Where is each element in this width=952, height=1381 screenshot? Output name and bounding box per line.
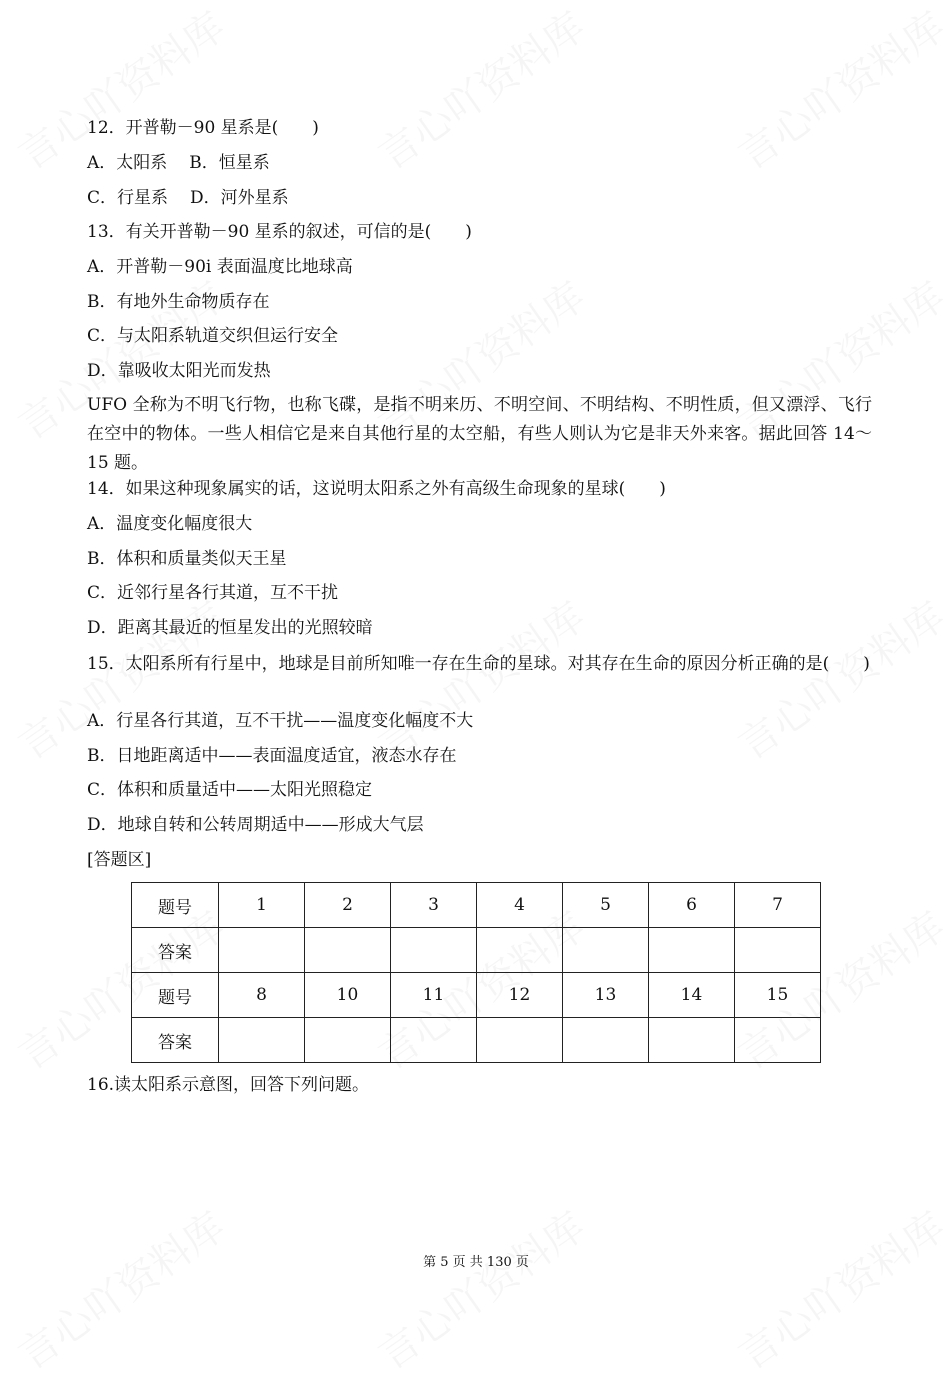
option-c: C．体积和质量适中——太阳光照稳定 — [87, 780, 373, 800]
question-number-cell: 12 — [477, 973, 563, 1018]
answer-cell[interactable] — [477, 928, 563, 973]
question-13-stem: 13．有关开普勒－90 星系的叙述，可信的是( ) — [87, 222, 472, 242]
answer-cell[interactable] — [305, 928, 391, 973]
question-12-stem: 12．开普勒－90 星系是( ) — [87, 118, 319, 138]
question-number-cell: 15 — [735, 973, 821, 1018]
answer-table-row — [132, 973, 821, 1018]
option-b: B．日地距离适中——表面温度适宜，液态水存在 — [87, 746, 457, 766]
question-number-cell: 7 — [735, 883, 821, 928]
option-d: D．河外星系 — [190, 188, 289, 208]
option-c: C．行星系 — [87, 188, 169, 208]
answer-cell[interactable] — [563, 1018, 649, 1063]
answer-cell[interactable] — [305, 1018, 391, 1063]
question-number-cell: 13 — [563, 973, 649, 1018]
question-14-stem: 14．如果这种现象属实的话，这说明太阳系之外有高级生命现象的星球( ) — [87, 479, 666, 499]
row-header-cell: 答案 — [132, 1018, 219, 1063]
watermark-text — [725, 0, 952, 181]
question-number-cell: 4 — [477, 883, 563, 928]
option-a: A．温度变化幅度很大 — [87, 514, 253, 534]
question-number-cell: 11 — [391, 973, 477, 1018]
option-b: B．体积和质量类似天王星 — [87, 549, 287, 569]
option-c: C．与太阳系轨道交织但运行安全 — [87, 326, 339, 346]
answer-cell[interactable] — [477, 1018, 563, 1063]
option-d: D．靠吸收太阳光而发热 — [87, 361, 271, 381]
option-b: B．有地外生命物质存在 — [87, 292, 270, 312]
option-a: A．开普勒－90i 表面温度比地球高 — [87, 257, 353, 277]
answer-cell[interactable] — [219, 1018, 305, 1063]
question-number-cell: 2 — [305, 883, 391, 928]
question-number-cell: 14 — [649, 973, 735, 1018]
watermark-text — [725, 1196, 952, 1380]
answer-cell[interactable] — [563, 928, 649, 973]
watermark-text — [365, 1196, 594, 1380]
option-d: D．地球自转和公转周期适中——形成大气层 — [87, 815, 424, 835]
question-number-cell: 5 — [563, 883, 649, 928]
question-number-cell: 3 — [391, 883, 477, 928]
answer-table-row — [132, 883, 821, 928]
question-number-cell: 8 — [219, 973, 305, 1018]
page-footer: 第 5 页 共 130 页 — [423, 1255, 529, 1270]
question-number-cell: 6 — [649, 883, 735, 928]
answer-table-row — [132, 1018, 821, 1063]
answer-cell[interactable] — [649, 1018, 735, 1063]
question-number-cell: 1 — [219, 883, 305, 928]
option-b: B．恒星系 — [189, 153, 270, 173]
watermark-text — [5, 1196, 234, 1380]
option-d: D．距离其最近的恒星发出的光照较暗 — [87, 618, 373, 638]
answer-table-row — [132, 928, 821, 973]
answer-cell[interactable] — [649, 928, 735, 973]
question-number-cell: 10 — [305, 973, 391, 1018]
row-header-cell: 答案 — [132, 928, 219, 973]
watermark-text — [365, 0, 594, 181]
row-header-cell: 题号 — [132, 883, 219, 928]
answer-area-label: [答题区] — [87, 850, 152, 870]
ufo-passage: UFO 全称为不明飞行物，也称飞碟，是指不明来历、不明空间、不明结构、不明性质，但又漂浮、飞行在空中的物体。一些人相信它是来自其他行星的太空船，有些人则认为它是非天外来客。据此回答 14～15 题。 — [87, 395, 872, 473]
answer-cell[interactable] — [391, 928, 477, 973]
answer-cell[interactable] — [219, 928, 305, 973]
option-a: A．行星各行其道，互不干扰——温度变化幅度不大 — [87, 711, 474, 731]
answer-table — [131, 882, 821, 1063]
question-15-stem: 15．太阳系所有行星中，地球是目前所知唯一存在生命的星球。对其存在生命的原因分析正确的是( ) — [87, 654, 870, 674]
question-12-options-ab — [87, 153, 270, 173]
answer-cell[interactable] — [391, 1018, 477, 1063]
question-16-stem: 16.读太阳系示意图，回答下列问题。 — [87, 1075, 370, 1095]
answer-cell[interactable] — [735, 1018, 821, 1063]
option-a: A．太阳系 — [87, 153, 168, 173]
question-12-options-cd — [87, 188, 289, 208]
option-c: C．近邻行星各行其道，互不干扰 — [87, 583, 339, 603]
answer-cell[interactable] — [735, 928, 821, 973]
row-header-cell: 题号 — [132, 973, 219, 1018]
